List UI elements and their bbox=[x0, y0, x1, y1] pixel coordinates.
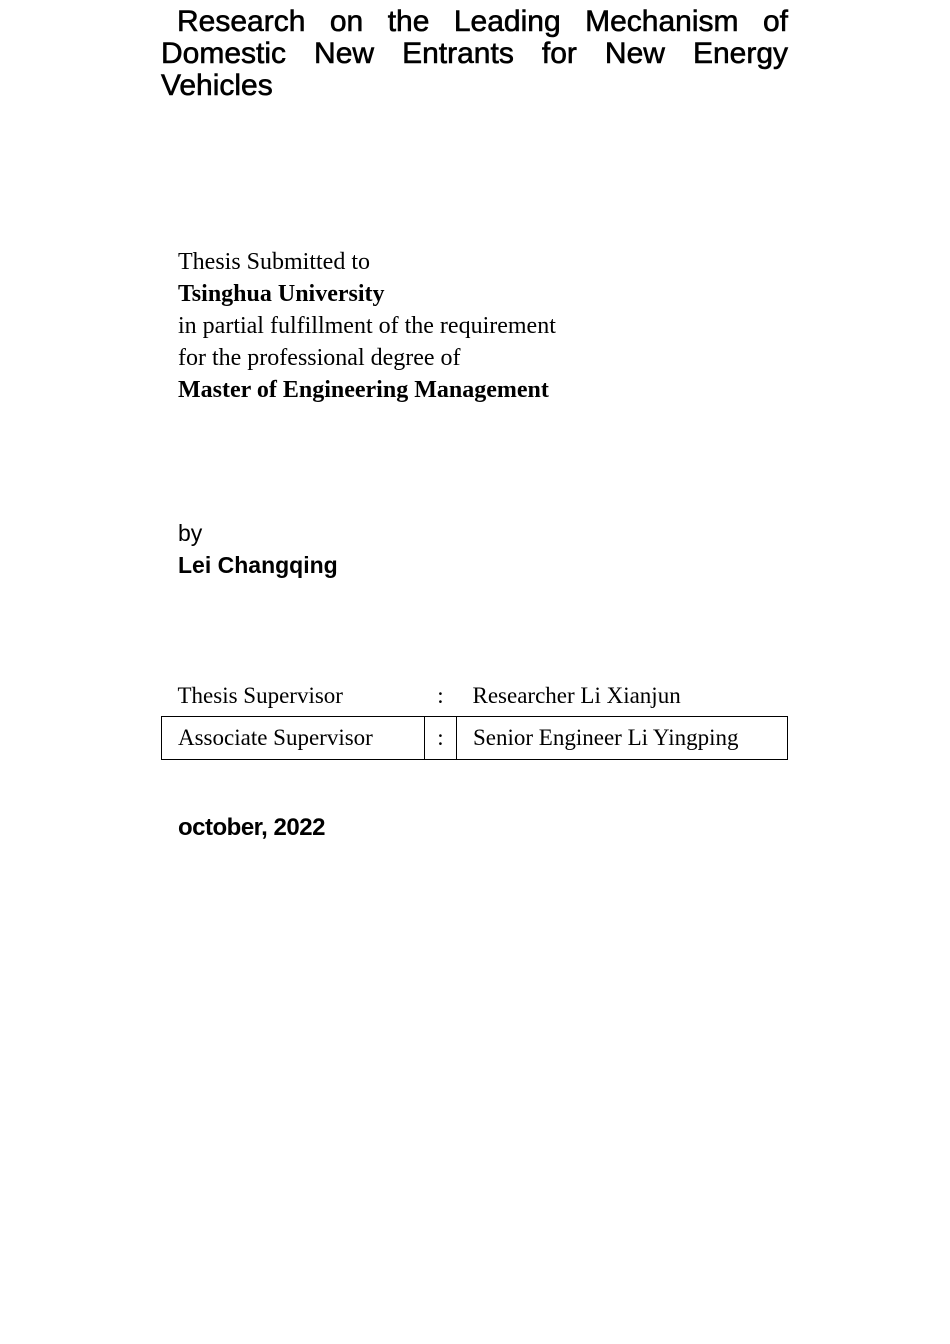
associate-supervisor-role: Associate Supervisor bbox=[162, 717, 425, 760]
degree-name: Master of Engineering Management bbox=[178, 377, 549, 403]
supervisor-name: Researcher Li Xianjun bbox=[472, 682, 681, 708]
by-label: by bbox=[178, 520, 203, 546]
author-name: Lei Changqing bbox=[178, 552, 338, 578]
thesis-title: Research on the Leading Mechanism of Domestic New Entrants for New Energy Vehicles bbox=[161, 5, 788, 102]
supervisor-table bbox=[161, 675, 788, 760]
university-name: Tsinghua University bbox=[178, 281, 385, 307]
degree-intro-text: for the professional degree of bbox=[178, 345, 461, 371]
submission-statement bbox=[178, 246, 556, 406]
submission-date: october, 2022 bbox=[178, 814, 325, 841]
supervisor-row bbox=[162, 675, 788, 717]
supervisor-role: Thesis Supervisor bbox=[177, 682, 343, 708]
submitted-to-text: Thesis Submitted to bbox=[178, 249, 370, 275]
associate-supervisor-name: Senior Engineer Li Yingping bbox=[457, 717, 788, 760]
associate-supervisor-separator: : bbox=[425, 717, 457, 760]
fulfillment-text: in partial fulfillment of the requirement bbox=[178, 313, 556, 339]
supervisor-separator: : bbox=[437, 682, 444, 708]
author-block bbox=[178, 517, 338, 581]
associate-supervisor-row bbox=[162, 717, 788, 760]
